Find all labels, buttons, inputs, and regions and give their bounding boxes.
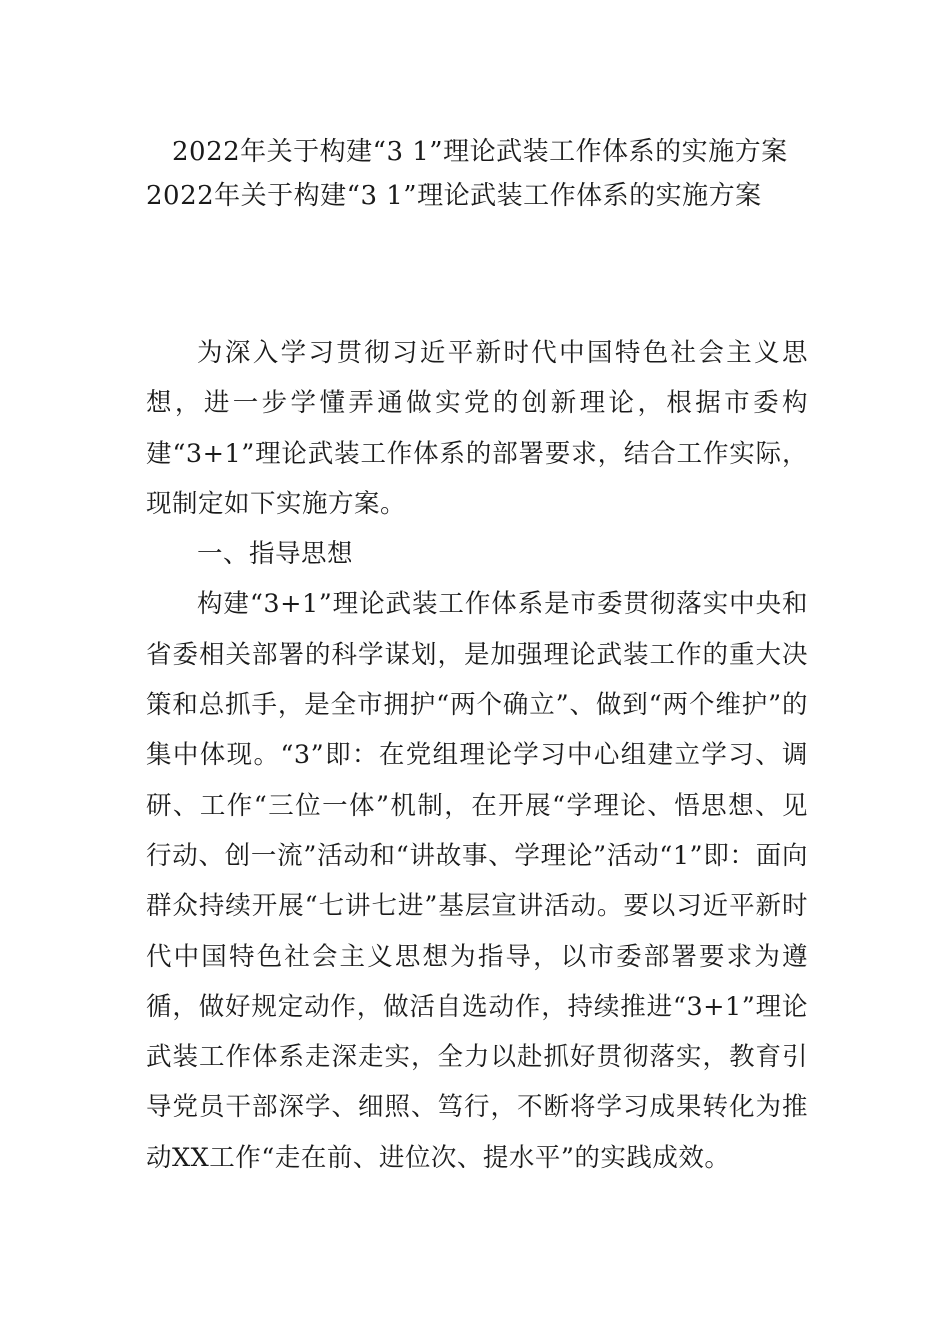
document-title — [146, 130, 826, 218]
title-line-2: 2022年关于构建“3 1”理论武装工作体系的实施方案 — [146, 181, 762, 211]
document-body — [146, 328, 808, 1183]
section-heading-guiding-ideology: 一、指导思想 — [197, 539, 354, 570]
intro-paragraph: 为深入学习贯彻习近平新时代中国特色社会主义思想，进一步学懂弄通做实党的创新理论，根据市委构建“3+1”理论武装工作体系的部署要求，结合工作实际，现制定如下实施方案。 — [146, 338, 808, 519]
guiding-ideology-paragraph: 构建“3+1”理论武装工作体系是市委贯彻落实中央和省委相关部署的科学谋划，是加强理论武装工作的重大决策和总抓手，是全市拥护“两个确立”、做到“两个维护”的集中体现。“3”即：在党组理论学习中心组建立学习、调研、工作“三位一体”机制，在开展“学理论、悟思想、见行动、创一流”活动和“讲故事、学理论”活动“1”即：面向群众持续开展“七讲七进”基层宣讲活动。要以习近平新时代中国特色社会主义思想为指导，以市委部署要求为遵循，做好规定动作，做活自选动作，持续推进“3+1”理论武装工作体系走深走实，全力以赴抓好贯彻落实，教育引导党员干部深学、细照、笃行，不断将学习成果转化为推动XX工作“走在前、进位次、提水平”的实践成效。 — [146, 589, 808, 1173]
title-line-1: 2022年关于构建“3 1”理论武装工作体系的实施方案 — [172, 137, 788, 167]
